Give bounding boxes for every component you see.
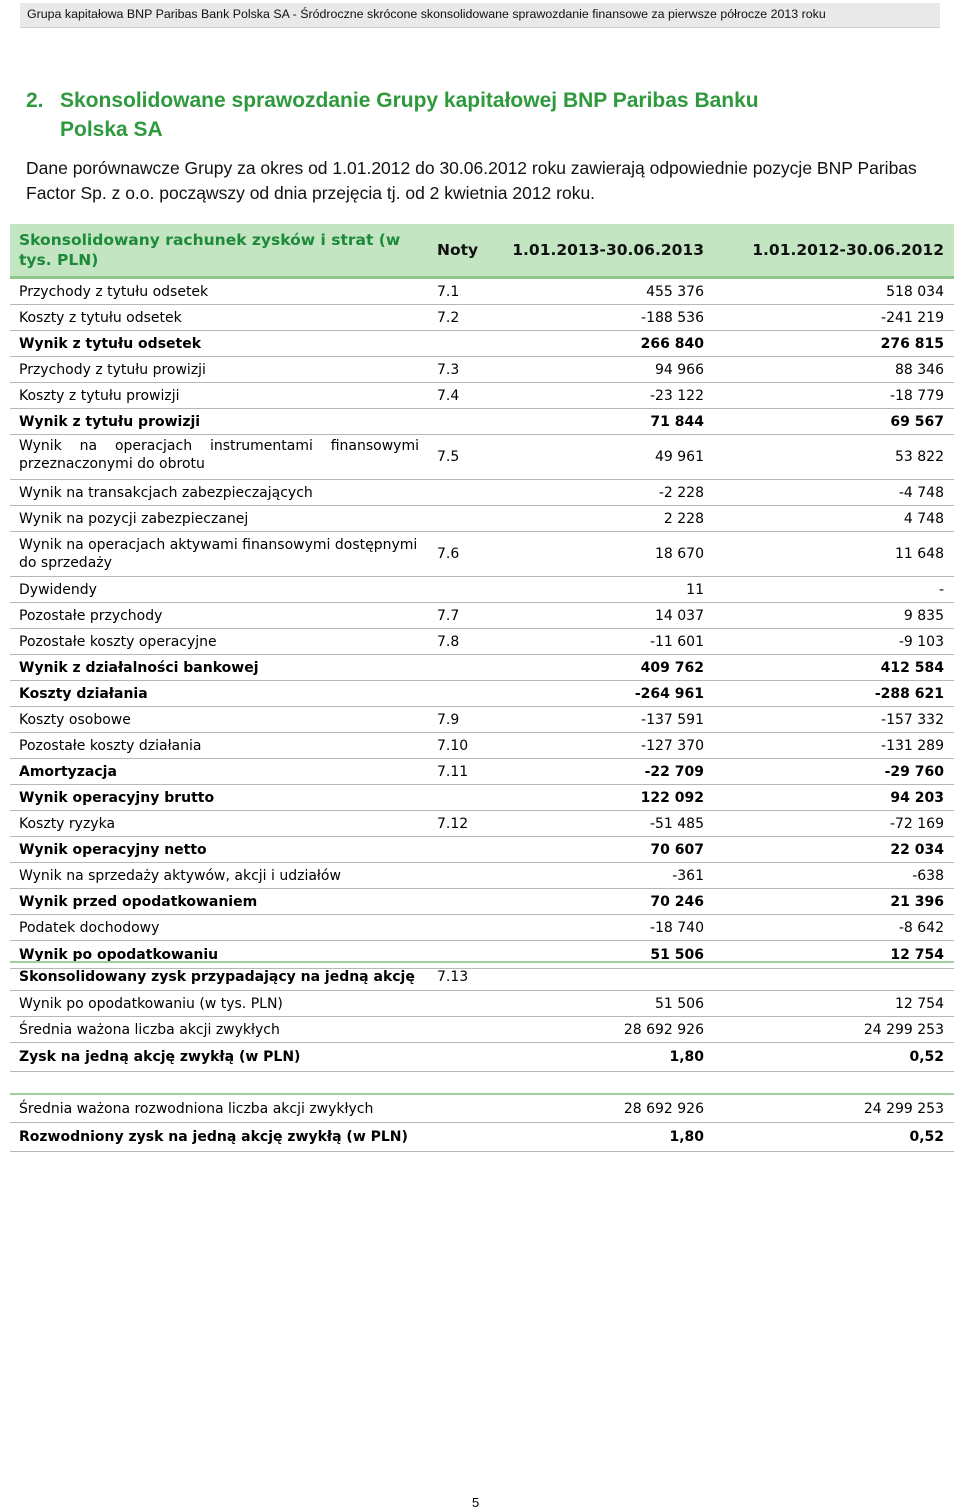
row-value-2013: -51 485 — [649, 815, 704, 832]
row-value-2013: 28 692 926 — [623, 1021, 704, 1038]
row-label: Podatek dochodowy — [19, 919, 160, 936]
row-note: 7.5 — [437, 449, 460, 465]
row-label: Koszty z tytułu prowizji — [19, 387, 180, 404]
eps-row — [10, 963, 954, 991]
row-note — [437, 889, 497, 914]
row-value-2013: -23 122 — [649, 387, 704, 404]
row-label: Pozostałe koszty operacyjne — [19, 633, 217, 650]
row-note: 7.4 — [437, 387, 460, 404]
row-label: Koszty ryzyka — [19, 815, 116, 832]
row-note — [437, 785, 497, 810]
row-label: Wynik operacyjny netto — [19, 841, 207, 858]
table-header-row — [10, 224, 954, 279]
row-value-2012: -18 779 — [889, 387, 944, 404]
row-note — [437, 915, 497, 940]
row-label: Średnia ważona liczba akcji zwykłych — [19, 1021, 280, 1038]
row-note — [437, 1095, 497, 1122]
row-value-2013 — [530, 963, 704, 990]
row-note: 7.8 — [437, 633, 460, 650]
row-value-2012: 12 754 — [895, 995, 944, 1012]
intro-paragraph: Dane porównawcze Grupy za okres od 1.01.2012 do 30.06.2012 roku zawierają odpowiednie pozycje BNP Paribas Factor Sp. z o.o. począwszy od dnia przejęcia tj. od 2 kwietnia 2012 roku. — [26, 158, 917, 203]
row-value-2012: 12 754 — [890, 946, 944, 963]
row-value-2012: -638 — [912, 867, 944, 884]
income-row — [10, 785, 954, 811]
eps-row — [10, 991, 954, 1017]
row-note: 7.9 — [437, 711, 460, 728]
income-row — [10, 681, 954, 707]
row-note — [437, 1043, 497, 1071]
row-note — [437, 409, 497, 434]
income-row — [10, 279, 954, 305]
row-value-2012: -8 642 — [898, 919, 944, 936]
period2-column-header: 1.01.2012-30.06.2012 — [752, 241, 944, 259]
eps-table-body — [10, 963, 954, 1072]
row-value-2012: 24 299 253 — [863, 1100, 944, 1117]
income-row — [10, 759, 954, 785]
row-value-2013: 409 762 — [640, 659, 704, 676]
row-label: Wynik na operacjach aktywami finansowymi dostępnymi do sprzedaży — [19, 537, 418, 571]
row-value-2012: -131 289 — [881, 737, 944, 754]
row-label: Wynik na sprzedaży aktywów, akcji i udziałów — [19, 867, 341, 884]
row-label: Pozostałe koszty działania — [19, 737, 202, 754]
row-label: Koszty działania — [19, 685, 148, 702]
row-value-2013: 49 961 — [655, 449, 704, 465]
running-header-text: Grupa kapitałowa BNP Paribas Bank Polska SA - Śródroczne skrócone skonsolidowane sprawozdanie finansowe za pierwsze półrocze 2013 roku — [27, 7, 826, 21]
income-row — [10, 506, 954, 532]
income-row — [10, 603, 954, 629]
row-value-2012: 412 584 — [880, 659, 944, 676]
row-value-2012: 0,52 — [909, 1049, 944, 1065]
row-label: Dywidendy — [19, 581, 97, 598]
row-note: 7.10 — [437, 737, 469, 754]
eps-table — [10, 961, 954, 1072]
row-note: 7.3 — [437, 361, 460, 378]
row-value-2013: 14 037 — [655, 607, 704, 624]
row-value-2013: 18 670 — [655, 546, 704, 562]
section-title-line2: Polska SA — [60, 118, 163, 141]
row-value-2012 — [770, 963, 944, 990]
row-value-2013: -11 601 — [649, 633, 704, 650]
row-value-2012: 21 396 — [890, 893, 944, 910]
row-label: Wynik po opodatkowaniu (w tys. PLN) — [19, 995, 283, 1012]
income-row — [10, 331, 954, 357]
page-number: 5 — [472, 1495, 480, 1510]
row-label: Wynik z działalności bankowej — [19, 659, 259, 676]
eps-row — [10, 1017, 954, 1043]
row-note: 7.11 — [437, 763, 469, 780]
row-label: Przychody z tytułu prowizji — [19, 361, 206, 378]
table-title: Skonsolidowany rachunek zysków i strat (w tys. PLN) — [19, 231, 401, 269]
row-value-2012: 69 567 — [890, 413, 944, 430]
row-note — [437, 577, 497, 602]
section-number: 2. — [26, 89, 44, 112]
row-note — [437, 863, 497, 888]
income-row — [10, 733, 954, 759]
income-row — [10, 577, 954, 603]
row-note — [437, 506, 497, 531]
eps-row — [10, 1043, 954, 1072]
notes-column-header: Noty — [437, 241, 479, 259]
diluted-eps-table — [10, 1093, 954, 1152]
row-value-2013: 455 376 — [646, 283, 704, 300]
row-label: Wynik operacyjny brutto — [19, 789, 215, 806]
income-row — [10, 629, 954, 655]
row-value-2013: 28 692 926 — [623, 1100, 704, 1117]
row-note: 7.13 — [437, 968, 469, 985]
row-value-2013: -137 591 — [641, 711, 704, 728]
row-value-2012: -29 760 — [884, 763, 944, 780]
row-note: 7.2 — [437, 309, 460, 326]
row-label: Wynik na transakcjach zabezpieczających — [19, 484, 313, 501]
row-label: Wynik na operacjach instrumentami finansowymi przeznaczonymi do obrotu — [19, 438, 419, 472]
row-value-2013: -127 370 — [641, 737, 704, 754]
row-note — [437, 655, 497, 680]
income-row — [10, 357, 954, 383]
income-row — [10, 837, 954, 863]
row-value-2012: -72 169 — [889, 815, 944, 832]
running-header — [20, 3, 940, 28]
row-value-2013: -188 536 — [641, 309, 704, 326]
row-value-2013: 1,80 — [669, 1129, 704, 1145]
row-value-2012: -4 748 — [898, 484, 944, 501]
income-row — [10, 435, 954, 480]
row-note: 7.6 — [437, 546, 460, 562]
income-statement-table — [10, 224, 954, 969]
income-row — [10, 863, 954, 889]
section-title — [26, 86, 926, 144]
row-note: 7.7 — [437, 607, 460, 624]
row-value-2012: 94 203 — [890, 789, 944, 806]
income-row — [10, 811, 954, 837]
diluted-row — [10, 1095, 954, 1123]
row-label: Amortyzacja — [19, 763, 117, 780]
row-note — [437, 480, 497, 505]
row-label: Wynik na pozycji zabezpieczanej — [19, 510, 249, 527]
income-row — [10, 532, 954, 577]
period1-column-header: 1.01.2013-30.06.2013 — [512, 241, 704, 259]
row-label: Wynik z tytułu odsetek — [19, 335, 202, 352]
row-note — [437, 991, 497, 1016]
row-label: Skonsolidowany zysk przypadający na jedną akcję — [19, 968, 415, 985]
income-row — [10, 409, 954, 435]
row-value-2013: -22 709 — [644, 763, 704, 780]
row-value-2013: -264 961 — [634, 685, 704, 702]
row-value-2013: 2 228 — [663, 510, 704, 527]
diluted-row — [10, 1123, 954, 1152]
income-row — [10, 915, 954, 941]
row-value-2013: 51 506 — [655, 995, 704, 1012]
row-note: 7.12 — [437, 815, 469, 832]
row-note — [437, 681, 497, 706]
diluted-table-body — [10, 1095, 954, 1152]
row-value-2012: - — [938, 581, 944, 598]
row-value-2012: 53 822 — [895, 449, 944, 465]
income-table-body — [10, 279, 954, 969]
row-value-2012: 276 815 — [880, 335, 944, 352]
row-note: 7.1 — [437, 283, 460, 300]
row-value-2012: -157 332 — [881, 711, 944, 728]
row-value-2012: 4 748 — [903, 510, 944, 527]
income-row — [10, 383, 954, 409]
row-label: Zysk na jedną akcję zwykłą (w PLN) — [19, 1049, 301, 1065]
row-value-2013: 70 607 — [650, 841, 704, 858]
row-label: Wynik po opodatkowaniu — [19, 946, 219, 963]
row-note — [437, 331, 497, 356]
row-value-2012: 0,52 — [909, 1129, 944, 1145]
row-note — [437, 1017, 497, 1042]
row-value-2012: 88 346 — [895, 361, 944, 378]
row-value-2012: -288 621 — [874, 685, 944, 702]
row-label: Średnia ważona rozwodniona liczba akcji zwykłych — [19, 1100, 374, 1117]
row-value-2013: -18 740 — [649, 919, 704, 936]
income-row — [10, 655, 954, 681]
row-label: Rozwodniony zysk na jedną akcję zwykłą (w PLN) — [19, 1129, 408, 1145]
row-value-2012: 9 835 — [903, 607, 944, 624]
row-value-2013: -2 228 — [658, 484, 704, 501]
row-value-2012: 24 299 253 — [863, 1021, 944, 1038]
row-note — [437, 1123, 497, 1151]
row-value-2013: 70 246 — [650, 893, 704, 910]
income-row — [10, 480, 954, 506]
row-value-2013: 11 — [686, 581, 704, 598]
row-value-2013: 1,80 — [669, 1049, 704, 1065]
row-label: Koszty osobowe — [19, 711, 131, 728]
row-value-2013: 122 092 — [640, 789, 704, 806]
row-label: Wynik z tytułu prowizji — [19, 413, 201, 430]
row-value-2012: -241 219 — [881, 309, 944, 326]
row-value-2013: 94 966 — [655, 361, 704, 378]
row-label: Wynik przed opodatkowaniem — [19, 893, 258, 910]
row-value-2013: 266 840 — [640, 335, 704, 352]
row-value-2012: 22 034 — [890, 841, 944, 858]
section-title-line1: Skonsolidowane sprawozdanie Grupy kapitałowej BNP Paribas Banku — [60, 89, 759, 112]
row-value-2012: 518 034 — [886, 283, 944, 300]
row-value-2013: -361 — [672, 867, 704, 884]
row-value-2013: 71 844 — [650, 413, 704, 430]
row-value-2013: 51 506 — [650, 946, 704, 963]
income-row — [10, 707, 954, 733]
row-value-2012: -9 103 — [898, 633, 944, 650]
row-value-2012: 11 648 — [895, 546, 944, 562]
income-row — [10, 305, 954, 331]
row-note — [437, 837, 497, 862]
row-label: Pozostałe przychody — [19, 607, 163, 624]
row-label: Koszty z tytułu odsetek — [19, 309, 182, 326]
row-label: Przychody z tytułu odsetek — [19, 283, 209, 300]
income-row — [10, 889, 954, 915]
